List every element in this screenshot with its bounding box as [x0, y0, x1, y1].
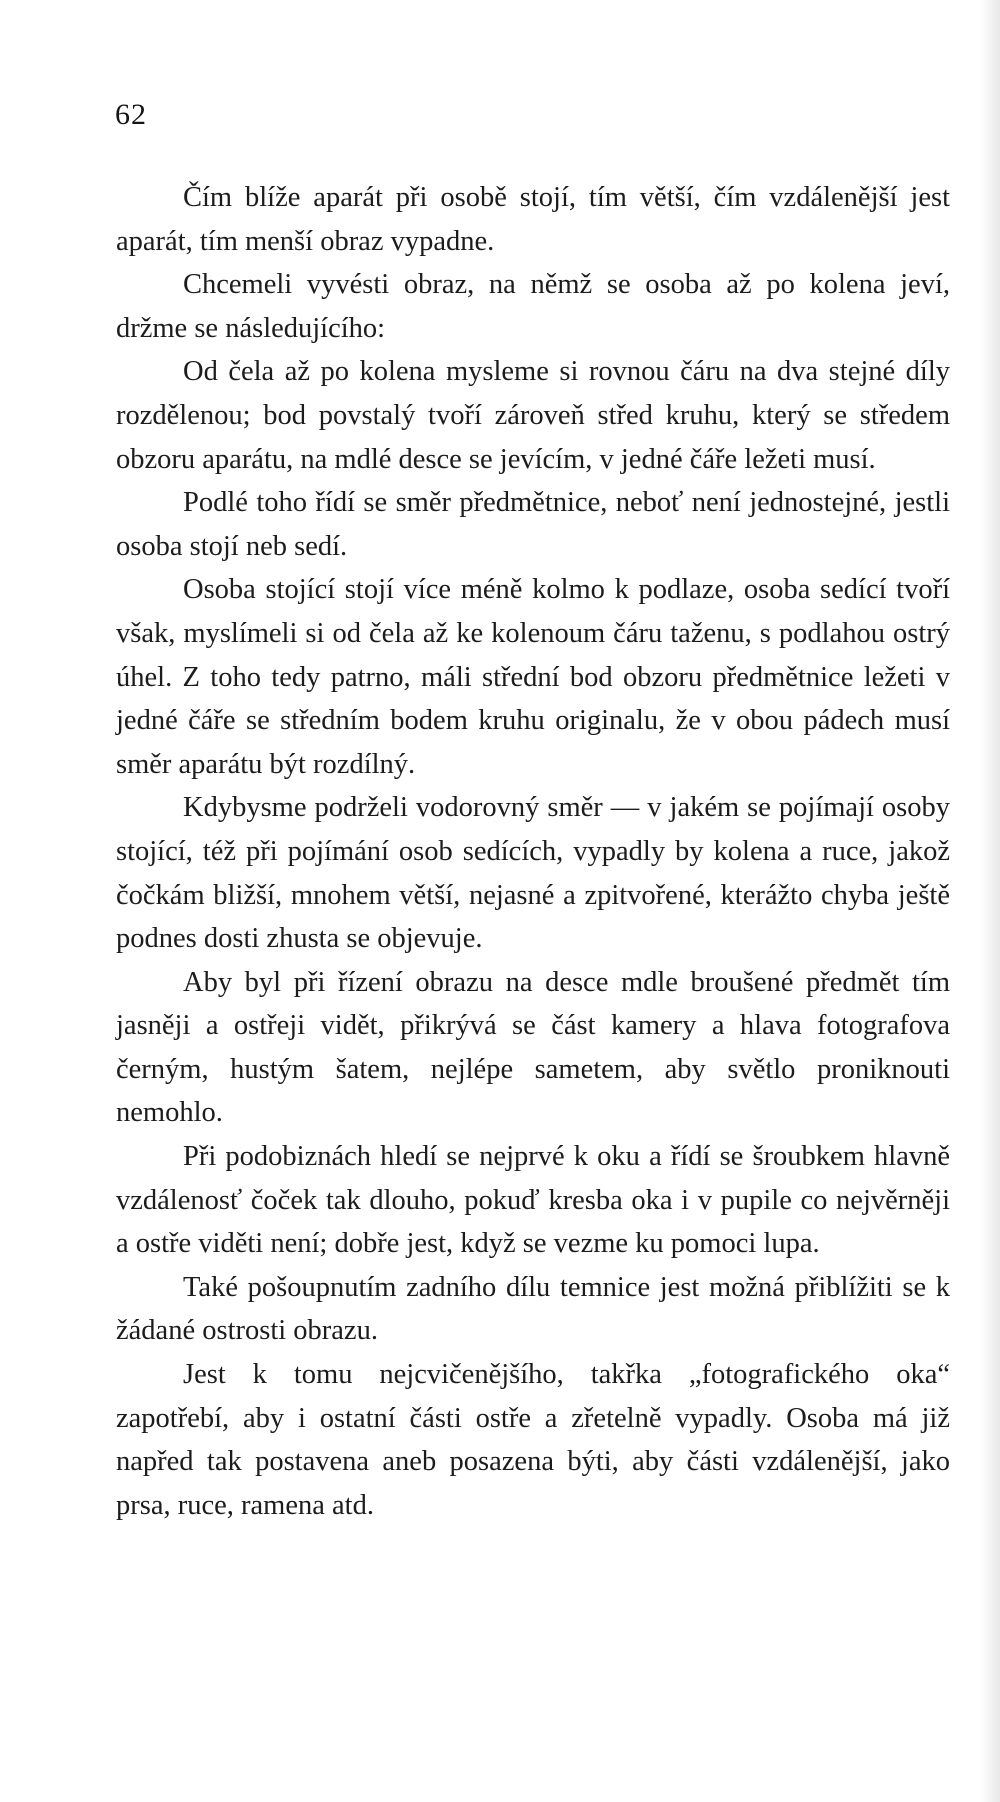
paragraph: Osoba stojící stojí více méně kolmo k podlaze, osoba sedící tvoří však, myslímeli si od čela až ke kolenoum čáru taženu, s podlahou ostrý úhel. Z toho tedy patrno, máli střední bod obzoru předmětnice ležeti v jedné čáře se středním bodem kruhu originalu, že v obou pádech musí směr aparátu být rozdílný. [116, 574, 950, 780]
paragraph: Podlé toho řídí se směr předmětnice, neboť není jednostejné, jestli osoba stojí neb sedí. [116, 487, 950, 562]
paragraph: Aby byl při řízení obrazu na desce mdle broušené předmět tím jasněji a ostřeji vidět, přikrývá se část kamery a hlava fotografova černým, hustým šatem, nejlépe sametem, aby světlo proniknouti nemohlo. [116, 966, 950, 1129]
paragraph: Také pošoupnutím zadního dílu temnice jest možná přiblížiti se k žádané ostrosti obrazu. [116, 1271, 950, 1347]
paragraph: Čím blíže aparát při osobě stojí, tím větší, čím vzdálenější jest aparát, tím menší obraz vypadne. [116, 182, 950, 257]
paragraph: Kdybysme podrželi vodorovný směr — v jakém se pojímají osoby stojící, též při pojímání osob sedících, vypadly by kolena a ruce, jakož čočkám bližší, mnohem větší, nejasné a zpitvořené, kterážto chyba ještě podnes dosti zhusta se objevuje. [116, 792, 950, 955]
page-number: 62 [115, 98, 147, 131]
body-text [116, 176, 950, 1527]
paragraph: Při podobiznách hledí se nejprvé k oku a řídí se šroubkem hlavně vzdálenosť čoček tak dlouho, pokuď kresba oka i v pupile co nejvěrněji a ostře viděti není; dobře jest, když se vezme ku pomoci lupa. [116, 1141, 950, 1260]
page-edge-shadow [980, 0, 1000, 1802]
paragraph: Jest k tomu nejcvičenějšího, takřka „fotografického oka“ zapotřebí, aby i ostatní části ostře a zřetelně vypadly. Osoba má již napřed tak postavena aneb posazena býti, aby části vzdálenější, jako prsa, ruce, ramena atd. [116, 1359, 950, 1521]
paragraph: Chcemeli vyvésti obraz, na němž se osoba až po kolena jeví, držme se následujícího: [116, 269, 950, 344]
paragraph: Od čela až po kolena mysleme si rovnou čáru na dva stejné díly rozdělenou; bod povstalý tvoří zároveň střed kruhu, který se středem obzoru aparátu, na mdlé desce se jevícím, v jedné čáře ležeti musí. [116, 356, 950, 475]
